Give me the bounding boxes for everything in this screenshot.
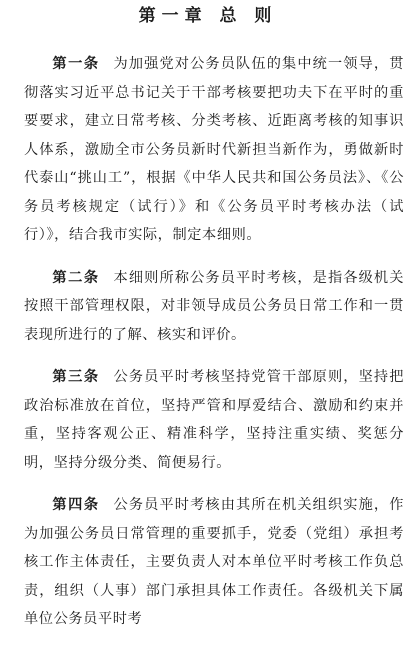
article-text: 本细则所称公务员平时考核，是指各级机关按照干部管理权限，对非领导成员公务员日常工作和一贯表现所进行的了解、核实和评价。 [24,269,404,343]
article-number: 第四条 [52,497,100,513]
chapter-title: 第一章 总 则 [138,6,278,26]
article-3 [24,363,404,477]
article-number: 第一条 [52,56,100,72]
article-list [24,50,404,648]
article-4 [24,491,404,634]
article-2 [24,264,404,350]
article-text: 公务员平时考核由其所在机关组织实施，作为加强公务员日常管理的重要抓手，党委（党组）承担考核工作主体责任，主要负责人对本单位平时考核工作负总责，组织（人事）部门承担具体工作责任。各级机关下属单位公务员平时考 [24,497,404,627]
article-number: 第三条 [52,369,100,385]
article-1 [24,50,404,250]
article-text: 公务员平时考核坚持党管干部原则，坚持把政治标准放在首位，坚持严管和厚爱结合、激励和约束并重，坚持客观公正、精准科学，坚持注重实绩、奖惩分明，坚持分级分类、简便易行。 [24,369,404,471]
article-number: 第二条 [52,269,100,286]
article-text: 为加强党对公务员队伍的集中统一领导，贯彻落实习近平总书记关于干部考核要把功夫下在平时的重要要求，建立日常考核、分类考核、近距离考核的知事识人体系，激励全市公务员新时代新担当新作为，勇做新时代泰山“挑山工”，根据《中华人民共和国公务员法》、《公务员考核规定（试行）》和《公务员平时考核办法（试行）》，结合我市实际，制定本细则。 [24,56,404,243]
